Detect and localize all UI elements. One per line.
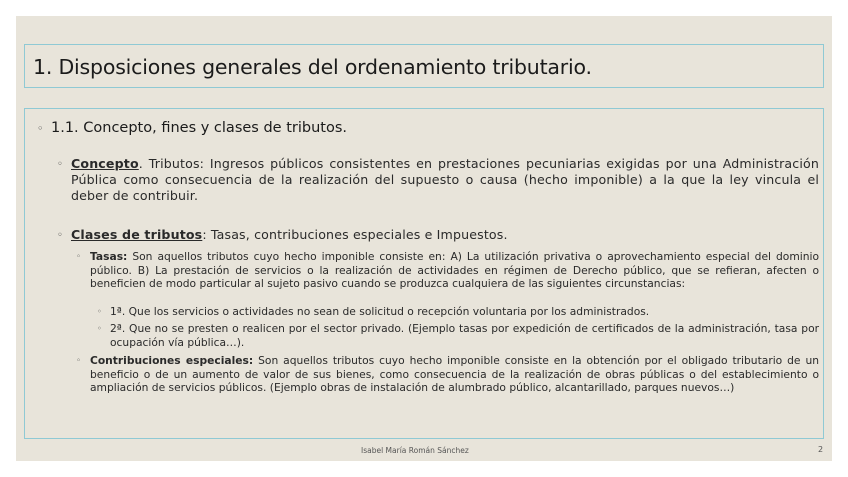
clases-text: : Tasas, contribuciones especiales e Impuestos. [202, 227, 508, 242]
bullet-icon: ◦ [97, 307, 102, 316]
bullet-icon: ◦ [76, 252, 82, 262]
contribuciones-lead: Contribuciones especiales: [90, 354, 254, 367]
circumstance-1: 1ª. Que los servicios o actividades no sean de solicitud o recepción voluntaria por los administrados. [110, 305, 650, 318]
clases-lead: Clases de tributos [71, 227, 203, 242]
clases-paragraph [71, 227, 819, 243]
bullet-icon: ◦ [57, 230, 63, 241]
footer-author: Isabel María Román Sánchez [361, 446, 469, 455]
tasas-paragraph [90, 250, 819, 291]
bullet-icon: ◦ [37, 122, 44, 135]
concepto-paragraph [71, 156, 819, 204]
content-box [24, 108, 824, 439]
contribuciones-paragraph [90, 354, 819, 395]
section-heading: 1.1. Concepto, fines y clases de tributos. [51, 120, 347, 136]
title-box [24, 44, 824, 88]
concepto-lead: Concepto [71, 156, 139, 171]
slide-title: 1. Disposiciones generales del ordenamiento tributario. [33, 55, 592, 79]
contribuciones-text: Son aquellos tributos cuyo hecho imponible consiste en la obtención por el obligado tributario de un beneficio o de un aumento de valor de sus bienes, como consecuencia de la realización de obras públicas o del establecimiento o ampliación de servicios públicos. (Ejemplo obras de instalación de alumbrado público, alcantarillado, parques nuevos…) [90, 354, 819, 394]
page-number: 2 [818, 445, 824, 454]
bullet-icon: ◦ [97, 324, 102, 333]
concepto-text: . Tributos: Ingresos públicos consistentes en prestaciones pecuniarias exigidas por una Administración Pública como consecuencia de la realización del supuesto o causa (hecho imponible) a la que la ley vincula el deber de contribuir. [71, 156, 819, 203]
slide [16, 16, 832, 461]
tasas-text: Son aquellos tributos cuyo hecho imponible consiste en: A) La utilización privativa o aprovechamiento especial del dominio público. B) La prestación de servicios o la realización de actividades en régimen de Derecho público, que se refieran, afecten o beneficien de modo particular al sujeto pasivo cuando se produzca cualquiera de las siguientes circunstancias: [90, 250, 819, 290]
tasas-lead: Tasas: [90, 250, 128, 263]
bullet-icon: ◦ [76, 356, 82, 366]
bullet-icon: ◦ [57, 159, 63, 170]
circumstance-2: 2ª. Que no se presten o realicen por el sector privado. (Ejemplo tasas por expedición de certificados de la administración, tasa por ocupación vía pública…). [110, 322, 819, 349]
